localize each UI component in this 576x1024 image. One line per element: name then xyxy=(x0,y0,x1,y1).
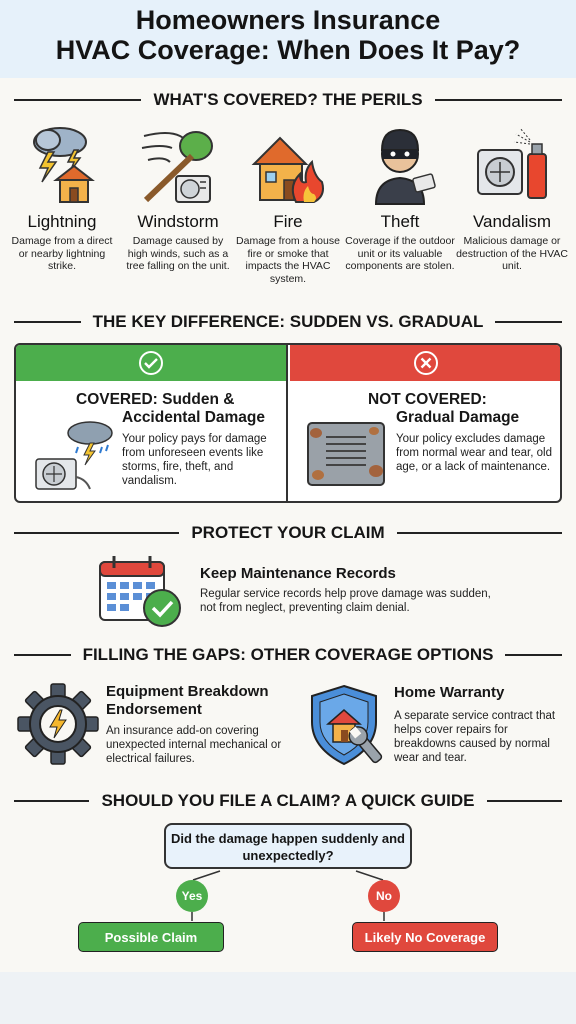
endorsement-title: Equipment Breakdown Endorsement xyxy=(106,683,269,718)
title-line-2: HVAC Coverage: When Does It Pay? xyxy=(55,35,521,65)
peril-name: Windstorm xyxy=(137,212,219,231)
house-fire-icon xyxy=(250,120,326,206)
answer-yes: Yes xyxy=(176,880,208,912)
header xyxy=(0,0,576,78)
answer-no: No xyxy=(368,880,400,912)
shield-house-wrench-icon xyxy=(304,682,390,768)
peril-fire xyxy=(232,120,344,285)
result-possible-claim: Possible Claim xyxy=(78,922,224,952)
peril-description: Damage from a direct or nearby lightning strike. xyxy=(11,235,113,272)
decision-question: Did the damage happen suddenly and unexpectedly? xyxy=(164,823,412,869)
peril-description: Damage from a house fire or smoke that impacts the HVAC system. xyxy=(236,235,340,285)
peril-windstorm xyxy=(122,120,234,273)
warranty-description: A separate service contract that helps cover repairs for breakdowns caused by normal wear and tear. xyxy=(394,710,556,764)
not-covered-banner xyxy=(290,345,562,381)
section-heading-perils: WHAT'S COVERED? THE PERILS xyxy=(14,88,562,112)
peril-name: Lightning xyxy=(27,212,97,231)
peril-description: Coverage if the outdoor unit or its valuable components are stolen. xyxy=(345,235,455,272)
section-heading-difference: THE KEY DIFFERENCE: SUDDEN VS. GRADUAL xyxy=(14,310,562,334)
gear-bolt-icon xyxy=(16,682,100,766)
covered-panel xyxy=(16,345,288,501)
section-heading-gaps: FILLING THE GAPS: OTHER COVERAGE OPTIONS xyxy=(14,643,562,667)
peril-description: Damage caused by high winds, such as a tree falling on the unit. xyxy=(126,235,230,272)
covered-description: Your policy pays for damage from unforeseen events like storms, fire, theft, and vandalism. xyxy=(122,433,267,487)
storm-ac-unit-icon xyxy=(32,419,118,495)
covered-banner xyxy=(16,345,286,381)
peril-vandalism xyxy=(456,120,568,273)
spray-paint-icon xyxy=(472,120,552,206)
comparison-panel xyxy=(14,343,562,503)
page-title xyxy=(0,0,576,65)
peril-name: Vandalism xyxy=(472,212,552,231)
thief-icon xyxy=(362,120,438,206)
not-covered-title: NOT COVERED: Gradual Damage xyxy=(368,391,520,426)
result-likely-no-coverage: Likely No Coverage xyxy=(352,922,498,952)
section-heading-protect: PROTECT YOUR CLAIM xyxy=(14,521,562,545)
windstorm-tree-icon xyxy=(138,120,218,206)
covered-title: COVERED: Sudden & Accidental Damage xyxy=(76,391,265,426)
warranty-title: Home Warranty xyxy=(394,684,505,701)
endorsement-description: An insurance add-on covering unexpected internal mechanical or electrical failures. xyxy=(106,725,282,765)
lightning-house-icon xyxy=(26,120,98,206)
peril-description: Malicious damage or destruction of the HVAC unit. xyxy=(456,235,568,272)
title-line-1: Homeowners Insurance xyxy=(135,5,441,35)
peril-name: Theft xyxy=(380,212,420,231)
records-title: Keep Maintenance Records xyxy=(200,565,396,582)
not-covered-description: Your policy excludes damage from normal wear and tear, old age, or a lack of maintenance. xyxy=(396,433,552,473)
x-circle-icon xyxy=(413,350,439,376)
check-circle-icon xyxy=(138,350,164,376)
rusty-ac-unit-icon xyxy=(304,417,390,491)
section-heading-guide: SHOULD YOU FILE A CLAIM? A QUICK GUIDE xyxy=(14,789,562,813)
records-description: Regular service records help prove damage was sudden, not from neglect, preventing claim denial. xyxy=(200,588,491,614)
peril-name: Fire xyxy=(273,212,303,231)
peril-lightning xyxy=(6,120,118,273)
peril-theft xyxy=(344,120,456,273)
not-covered-panel xyxy=(290,345,562,501)
calendar-check-icon xyxy=(94,552,188,632)
